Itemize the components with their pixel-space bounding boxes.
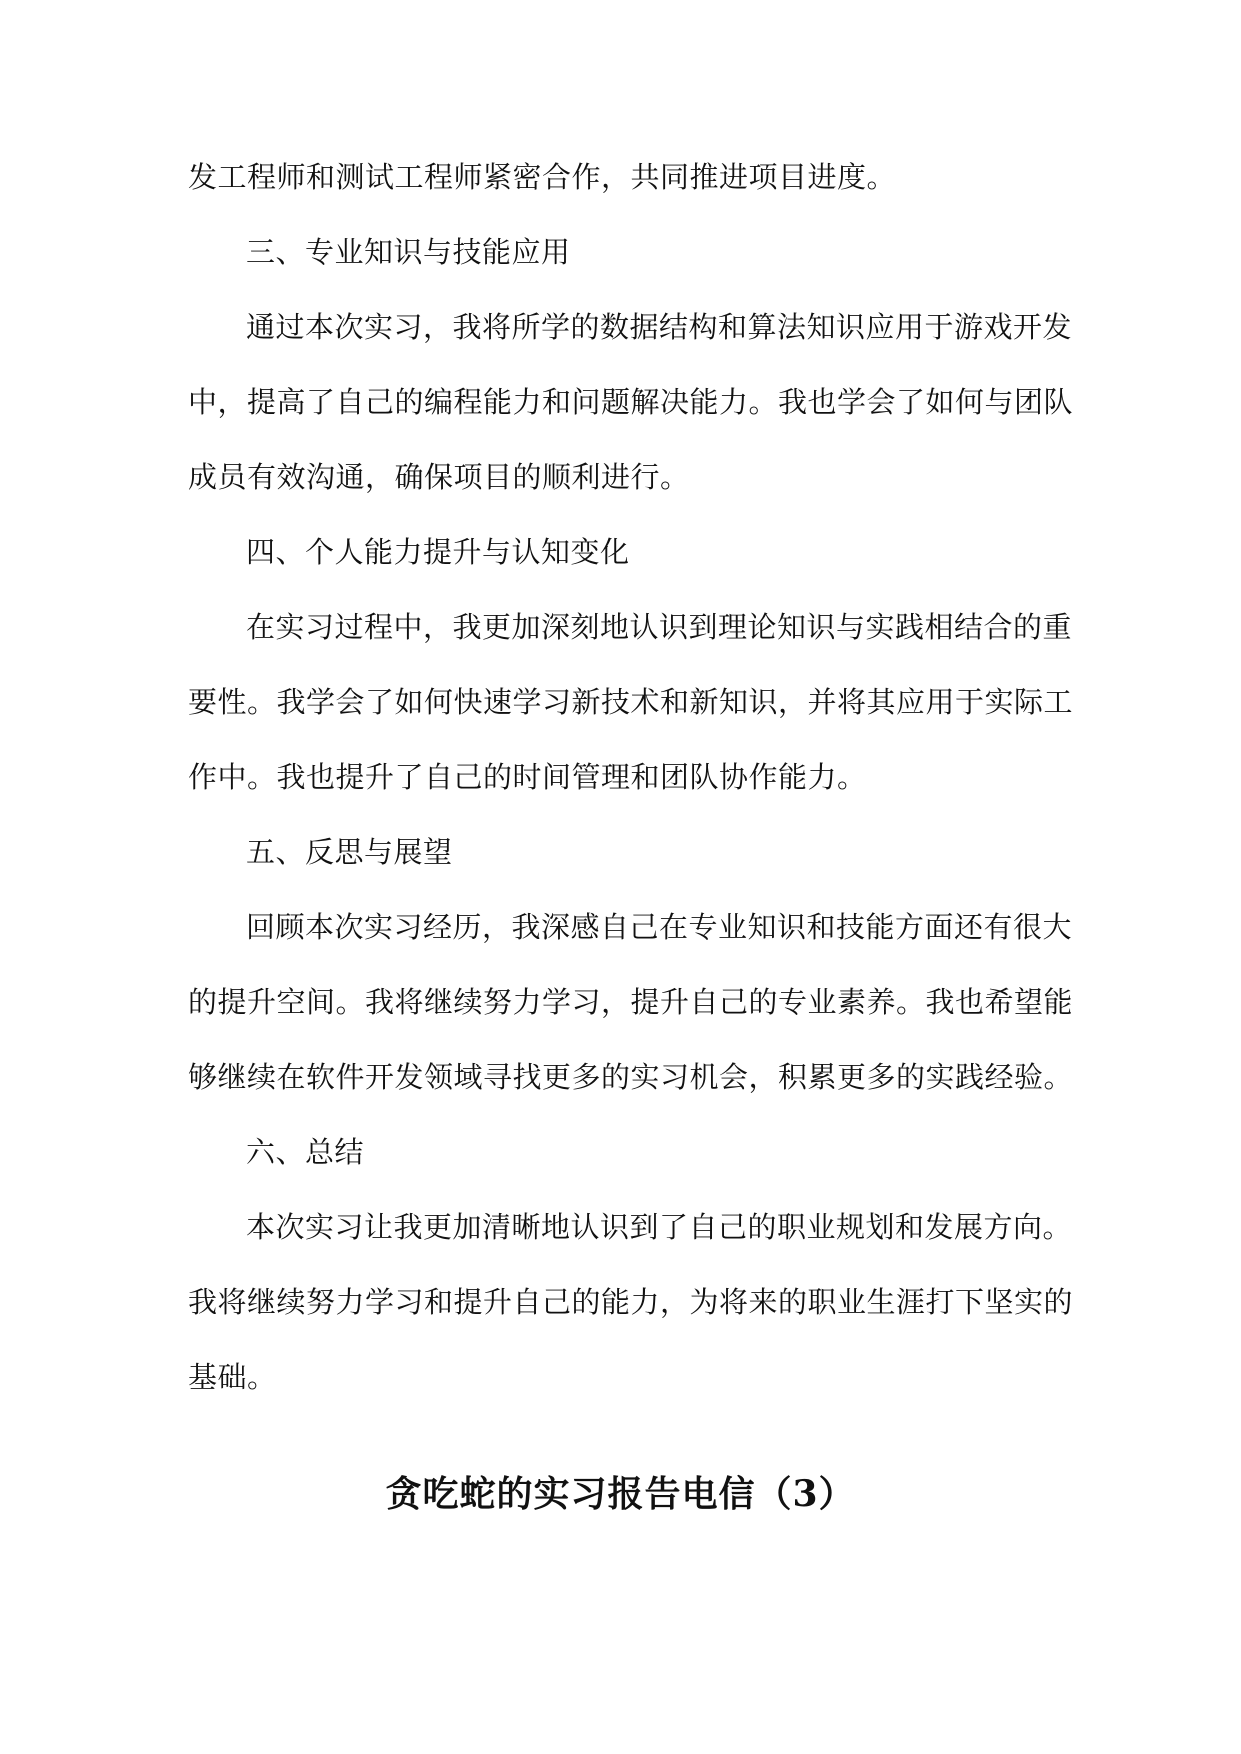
paragraph-line: 成员有效沟通，确保项目的顺利进行。: [188, 460, 690, 494]
paragraph-line: 要性。我学会了如何快速学习新技术和新知识，并将其应用于实际工: [188, 685, 1074, 719]
paragraph-line: 基础。: [188, 1360, 277, 1394]
document-body: [188, 140, 1074, 1415]
paragraph-line: 回顾本次实习经历，我深感自己在专业知识和技能方面还有很大: [246, 910, 1073, 944]
paragraph-line: 够继续在软件开发领域寻找更多的实习机会，积累更多的实践经验。: [188, 1060, 1074, 1094]
paragraph-line: 发工程师和测试工程师紧密合作，共同推进项目进度。: [188, 160, 897, 194]
paragraph-line: 本次实习让我更加清晰地认识到了自己的职业规划和发展方向。: [246, 1210, 1073, 1244]
paragraph-line: 通过本次实习，我将所学的数据结构和算法知识应用于游戏开发: [246, 310, 1073, 344]
paragraph-line: 在实习过程中，我更加深刻地认识到理论知识与实践相结合的重: [246, 610, 1073, 644]
paragraph-line: 作中。我也提升了自己的时间管理和团队协作能力。: [188, 760, 867, 794]
section-heading-5: 五、反思与展望: [246, 835, 453, 869]
paragraph-line: 中，提高了自己的编程能力和问题解决能力。我也学会了如何与团队: [188, 385, 1074, 419]
paragraph-line: 我将继续努力学习和提升自己的能力，为将来的职业生涯打下坚实的: [188, 1285, 1074, 1319]
section-heading-4: 四、个人能力提升与认知变化: [246, 535, 630, 569]
paragraph-line: 的提升空间。我将继续努力学习，提升自己的专业素养。我也希望能: [188, 985, 1074, 1019]
next-document-title: 贪吃蛇的实习报告电信（3）: [385, 1473, 856, 1515]
section-heading-6: 六、总结: [246, 1135, 365, 1169]
section-heading-3: 三、专业知识与技能应用: [246, 235, 571, 269]
